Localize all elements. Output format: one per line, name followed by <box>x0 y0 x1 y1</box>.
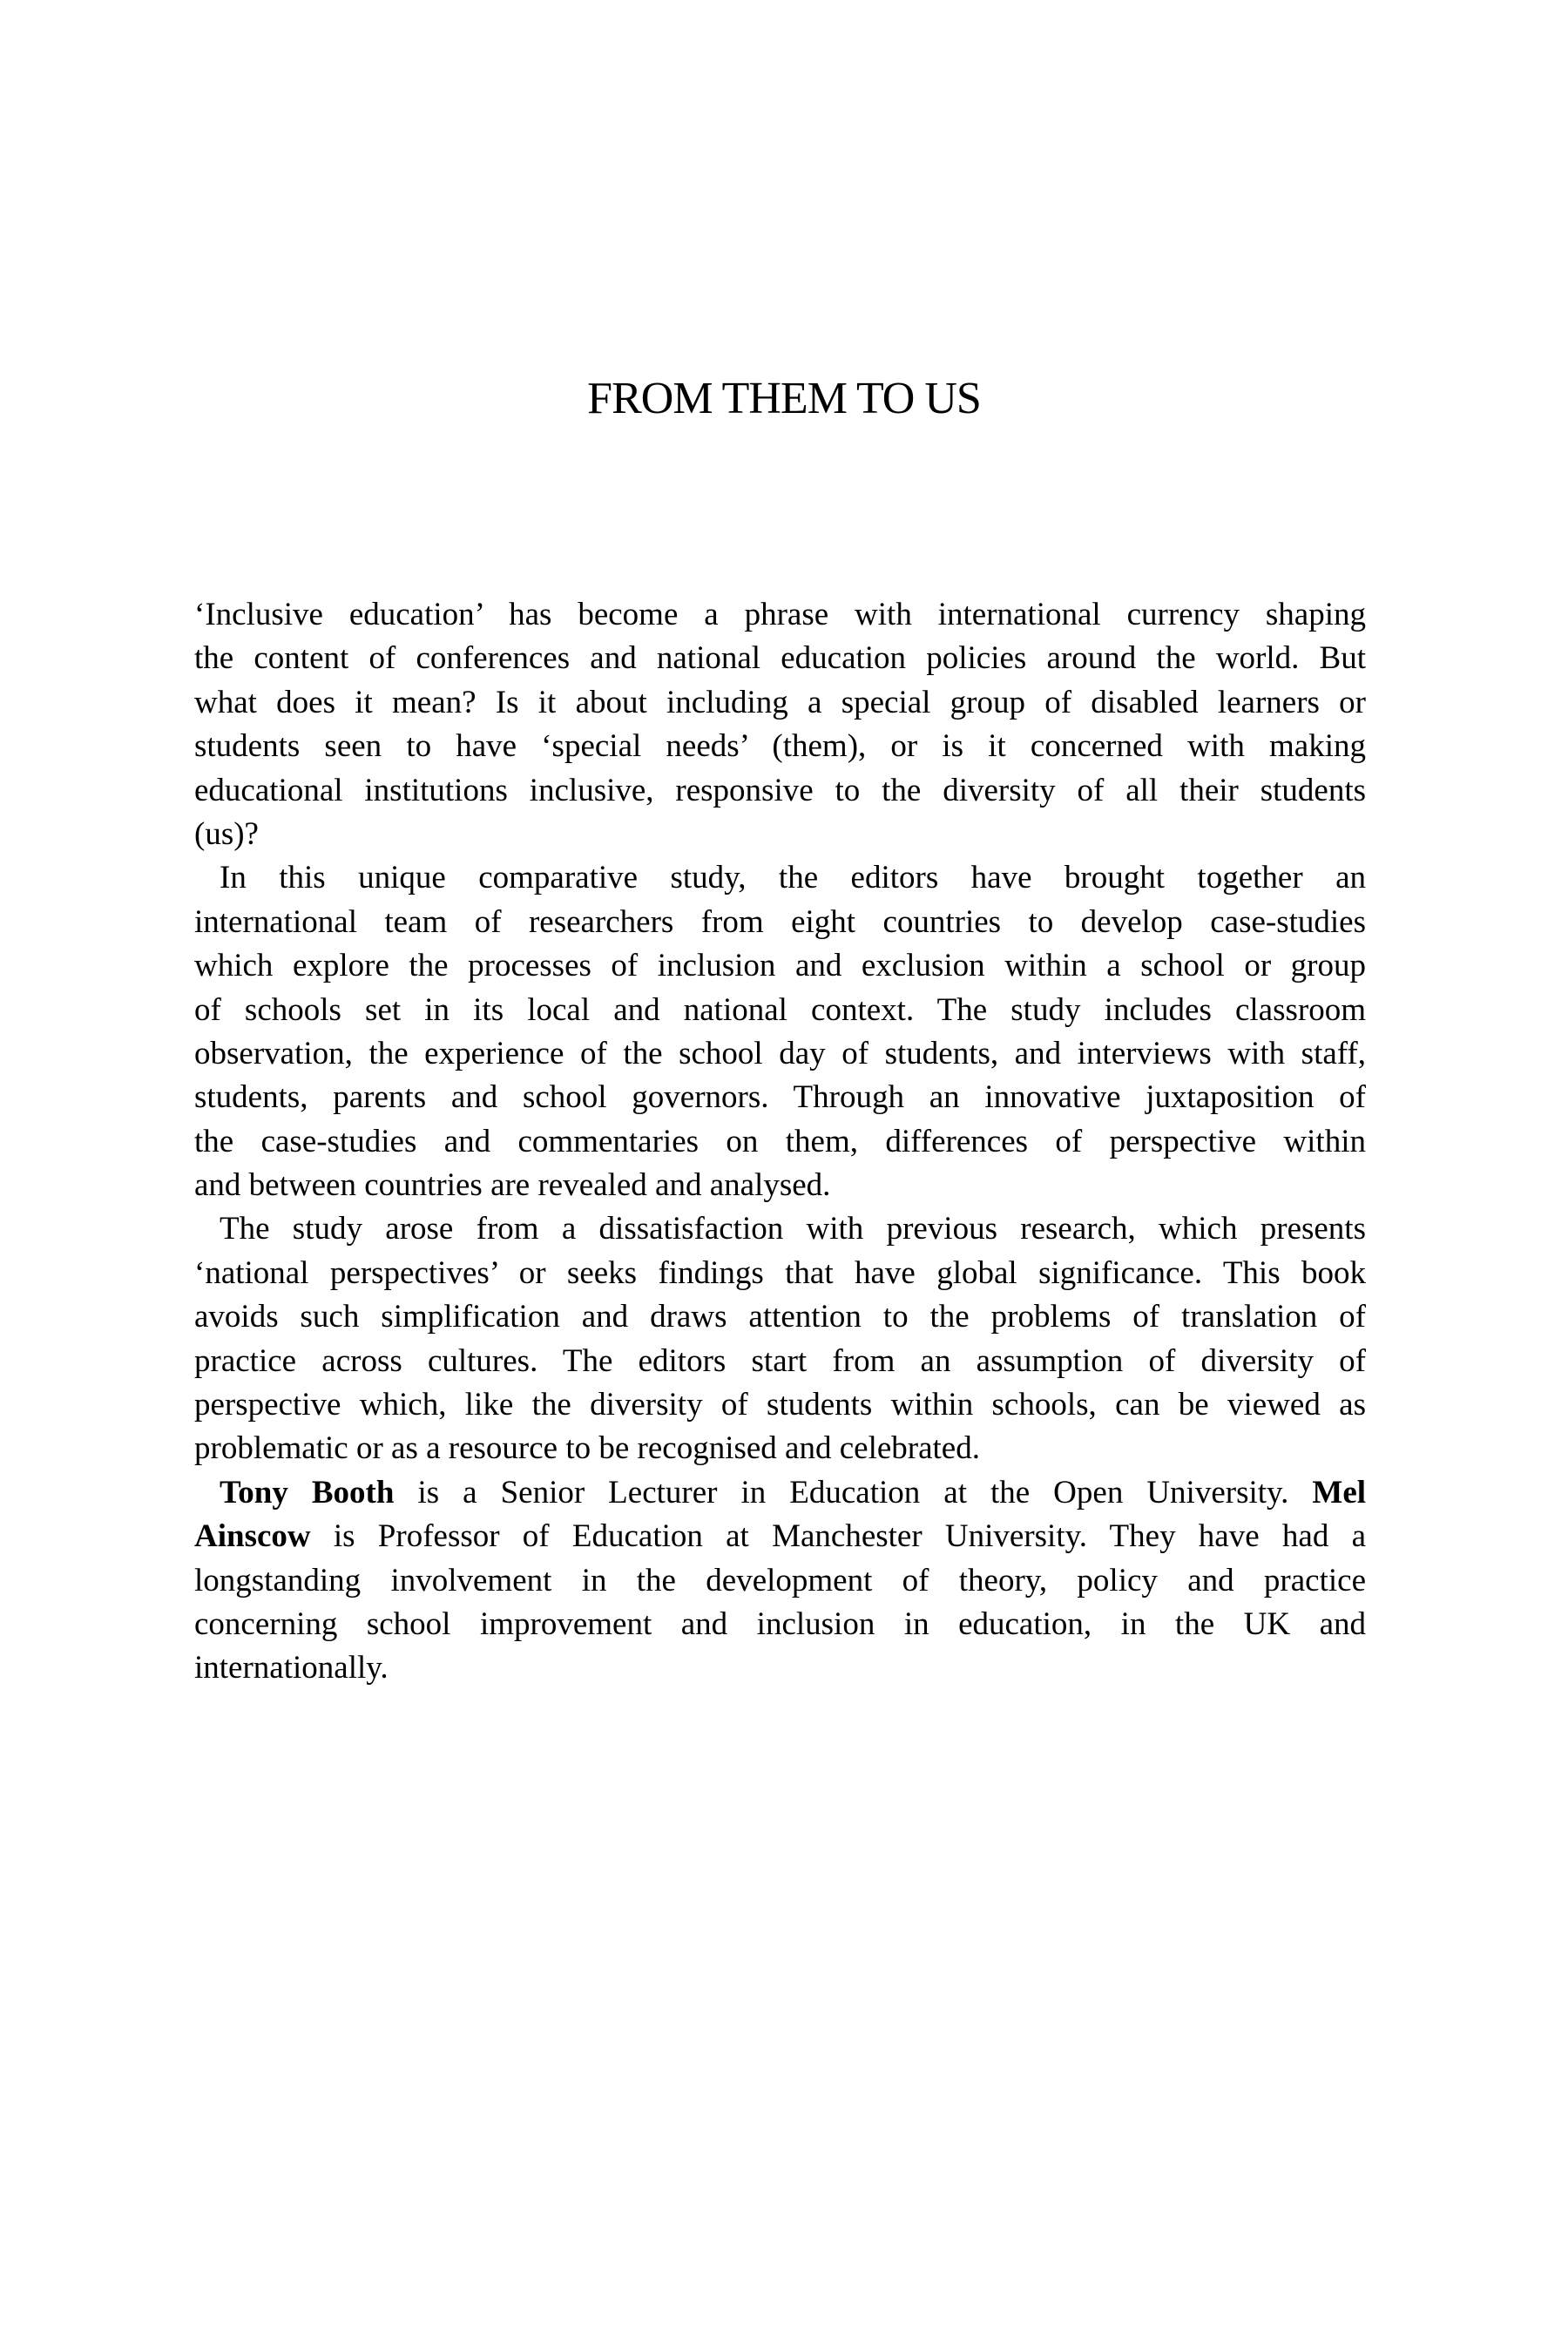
text-line: observation, the experience of the school day of students, and interviews with staff, <box>194 1035 1366 1071</box>
text-line: (us)? <box>194 815 259 852</box>
text-line: avoids such simplification and draws attention to the problems of translation of <box>194 1299 1366 1335</box>
text-line: international team of researchers from eight countries to develop case-studies <box>194 903 1366 940</box>
text-line <box>194 1471 1366 1515</box>
author-name: Ainscow <box>194 1518 311 1555</box>
text-line: perspective which, like the diversity of students within schools, can be viewed as <box>194 1387 1366 1423</box>
text-line <box>194 1515 1366 1558</box>
text-line: the content of conferences and national education policies around the world. But <box>194 640 1366 677</box>
text-line: students seen to have ‘special needs’ (them), or is it concerned with making <box>194 728 1366 765</box>
text-line: ‘Inclusive education’ has become a phrase with international currency shaping <box>194 597 1366 632</box>
paragraph-authors <box>194 1471 1366 1691</box>
text-line: the case-studies and commentaries on them, differences of perspective within <box>194 1123 1366 1159</box>
text-line: The study arose from a dissatisfaction with previous research, which presents <box>220 1211 1366 1247</box>
paragraph-2 <box>194 856 1366 1207</box>
blurb-body <box>194 593 1366 1691</box>
text-line: and between countries are revealed and analysed. <box>194 1167 831 1204</box>
author-name: Mel <box>1312 1474 1367 1511</box>
paragraph-1 <box>194 593 1366 856</box>
text-line: ‘national perspectives’ or seeks findings that have global significance. This book <box>194 1254 1366 1291</box>
text-line: what does it mean? Is it about including a special group of disabled learners or <box>194 684 1366 720</box>
text-line: In this unique comparative study, the editors have brought together an <box>220 860 1366 896</box>
book-title: FROM THEM TO US <box>587 374 981 423</box>
text-line: educational institutions inclusive, responsive to the diversity of all their students <box>194 772 1366 808</box>
author-bio-text: is a Senior Lecturer in Education at the Open University. <box>394 1474 1313 1511</box>
text-line: which explore the processes of inclusion and exclusion within a school or group <box>194 948 1366 984</box>
text-line: internationally. <box>194 1650 389 1686</box>
text-line: of schools set in its local and national context. The study includes classroom <box>194 991 1366 1028</box>
text-line: practice across cultures. The editors start from an assumption of diversity of <box>194 1342 1366 1379</box>
text-line: concerning school improvement and inclusion in education, in the UK and <box>194 1605 1366 1642</box>
paragraph-3 <box>194 1207 1366 1470</box>
text-line: students, parents and school governors. Through an innovative juxtaposition of <box>194 1079 1366 1116</box>
author-bio-text: is Professor of Education at Manchester University. They have had a <box>310 1518 1366 1555</box>
text-line: problematic or as a resource to be recognised and celebrated. <box>194 1430 980 1467</box>
text-line: longstanding involvement in the development of theory, policy and practice <box>194 1562 1366 1598</box>
author-name: Tony Booth <box>220 1474 395 1511</box>
